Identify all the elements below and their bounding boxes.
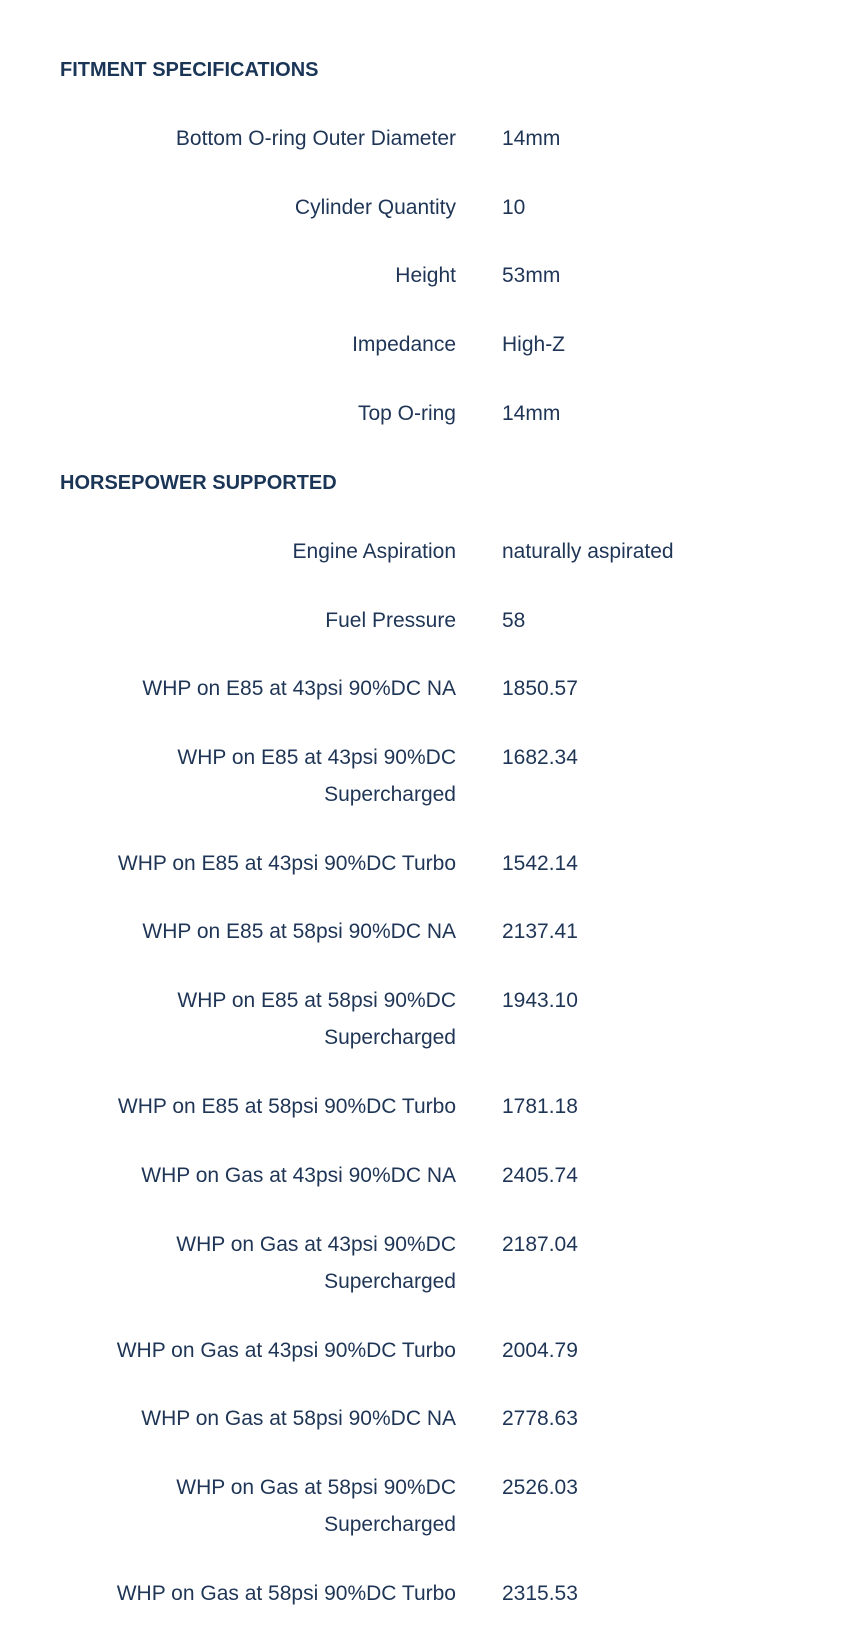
spec-value: 1542.14: [502, 852, 578, 875]
spec-label: WHP on E85 at 58psi 90%DC NA: [142, 920, 456, 943]
spec-value: 1850.57: [502, 677, 578, 700]
spec-label: Fuel Pressure: [325, 609, 456, 632]
spec-label: Top O-ring: [357, 402, 456, 425]
spec-value: 1682.34: [502, 746, 578, 769]
spec-label: WHP on E85 at 43psi 90%DC NA: [142, 677, 456, 700]
spec-value: 1943.10: [502, 989, 578, 1012]
spec-label: WHP on Gas at 43psi 90%DC Supercharged: [176, 1233, 456, 1293]
spec-label: WHP on Gas at 58psi 90%DC Turbo: [116, 1582, 456, 1605]
spec-label: WHP on E85 at 58psi 90%DC Supercharged: [177, 989, 456, 1049]
spec-value: 53mm: [502, 264, 561, 287]
spec-value: 58: [502, 609, 526, 632]
spec-label: WHP on E85 at 58psi 90%DC Turbo: [117, 1095, 456, 1118]
spec-value: 14mm: [502, 127, 561, 150]
spec-label: Height: [395, 264, 456, 287]
spec-label: WHP on Gas at 43psi 90%DC NA: [141, 1164, 456, 1187]
spec-label: WHP on Gas at 43psi 90%DC Turbo: [116, 1339, 456, 1362]
spec-value: 14mm: [502, 402, 561, 425]
spec-label: WHP on E85 at 43psi 90%DC Supercharged: [177, 746, 456, 806]
spec-label: Cylinder Quantity: [294, 196, 456, 219]
spec-value: 10: [502, 196, 526, 219]
spec-value: 1781.18: [502, 1095, 578, 1118]
section-title-fitment: FITMENT SPECIFICATIONS: [60, 59, 319, 81]
spec-label: Impedance: [352, 333, 456, 356]
spec-label: WHP on E85 at 43psi 90%DC Turbo: [117, 852, 456, 875]
spec-label: WHP on Gas at 58psi 90%DC Supercharged: [176, 1476, 456, 1536]
spec-label: Bottom O-ring Outer Diameter: [175, 127, 456, 150]
spec-value: High-Z: [502, 333, 566, 356]
spec-value: 2526.03: [502, 1476, 578, 1499]
spec-label: Engine Aspiration: [292, 540, 456, 563]
spec-label: WHP on Gas at 58psi 90%DC NA: [141, 1407, 456, 1430]
spec-value: 2315.53: [502, 1582, 578, 1605]
spec-value: 2137.41: [502, 920, 578, 943]
spec-value: 2778.63: [502, 1407, 578, 1430]
spec-value: naturally aspirated: [502, 540, 674, 563]
spec-value: 2405.74: [502, 1164, 578, 1187]
section-title-horsepower: HORSEPOWER SUPPORTED: [60, 472, 337, 494]
spec-value: 2187.04: [502, 1233, 578, 1256]
spec-value: 2004.79: [502, 1339, 578, 1362]
